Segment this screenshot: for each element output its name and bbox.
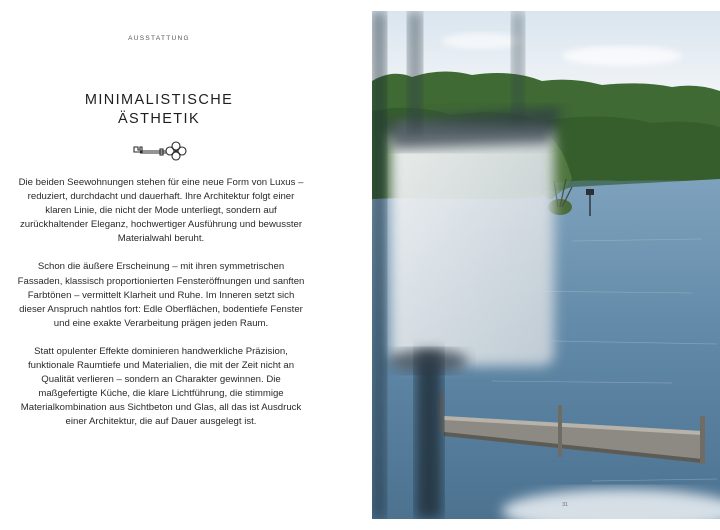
paragraph-1: Die beiden Seewohnungen stehen für eine neue Form von Luxus – reduziert, durchdacht und dauerhaft. Ihre Architektur folgt einer klaren Linie, die nicht der Mode unterliegt, sondern auf zurückhaltender Eleganz, hochwertiger Ausführung und bewusster Materialwahl beruht. [18,177,304,245]
page-title [0,91,318,129]
key-icon [132,140,188,162]
section-label: AUSSTATTUNG [128,35,190,42]
title-line-2: ÄSTHETIK [117,111,201,127]
lake-photo [372,11,720,519]
lake-scene [372,11,720,519]
title-line-1: MINIMALISTISCHE [84,92,234,108]
paragraph-3: Statt opulenter Effekte dominieren handwerkliche Präzision, funktionale Raumtiefe und Materialien, die mit der Zeit nicht an Qualität verlieren – sondern an Charakter gewinnen. Die maßgefertigte Küche, die klare Lichtführung, die stimmige Materialkombination aus Sichtbeton und Glas, all das ist Ausdruck einer Architektur, die auf Dauer ausgelegt ist. [20,345,302,428]
body-text [16,176,306,444]
paragraph-2: Schon die äußere Erscheinung – mit ihren symmetrischen Fassaden, klassisch proportionierten Fensteröffnungen und sanften Farbtönen – vermittelt Klarheit und Ruhe. Im Inneren setzt sich dieser Anspruch nahtlos fort: Edle Oberflächen, bodentiefe Fenster und eine exakte Verarbeitung prägen jeden Raum. [17,261,305,329]
page-number: 31 [562,502,568,508]
